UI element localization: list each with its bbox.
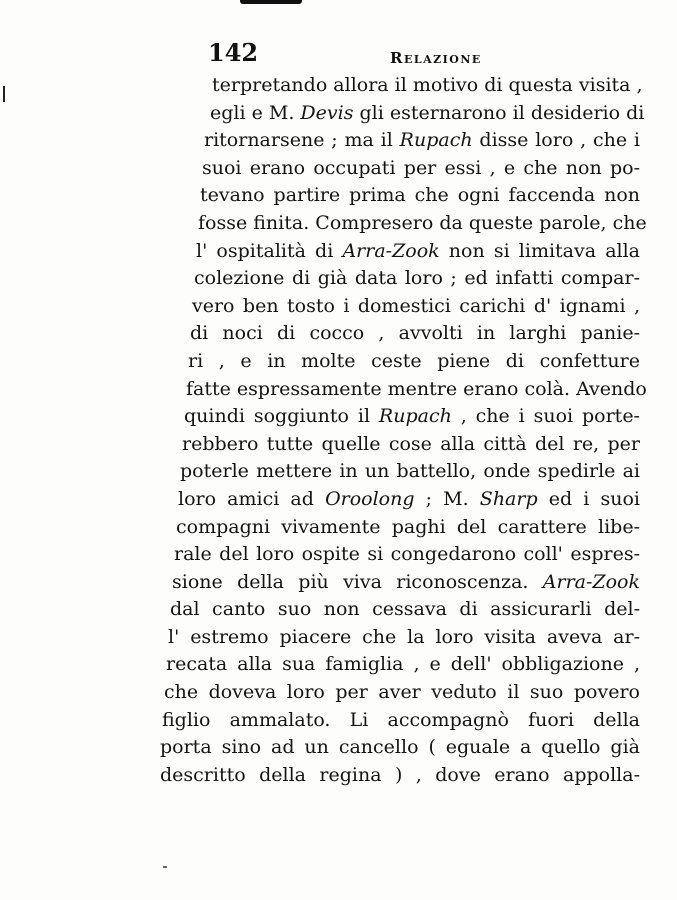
text-line — [160, 127, 640, 155]
text-line — [160, 458, 640, 486]
text-line — [160, 348, 640, 376]
text-line — [160, 707, 640, 735]
text-line — [160, 182, 640, 210]
text-line — [160, 72, 643, 100]
text-line-content: recata alla sua famiglia , e dell' obbligazione , — [166, 653, 640, 676]
text-line — [160, 238, 640, 266]
text-line-content: tevano partire prima che ogni faccenda non — [200, 184, 640, 207]
text-line — [160, 210, 647, 238]
body-text — [160, 72, 647, 789]
page-number: 142 — [208, 38, 259, 67]
scan-artifact-edge — [3, 86, 5, 102]
text-line — [160, 376, 647, 404]
text-line-content: dal canto suo non cessava di assicurarli del- — [170, 598, 640, 621]
text-line — [160, 541, 640, 569]
text-line-content: quindi soggiunto il Rupach , che i suoi porte- — [184, 405, 640, 428]
text-line — [160, 569, 640, 597]
text-line-content: descritto della regina ) , dove erano appolla- — [160, 763, 640, 786]
text-line-content: ri , e in molte ceste piene di confetture — [188, 349, 640, 372]
text-line — [160, 100, 645, 128]
text-line — [160, 651, 640, 679]
text-line-content: compagni vivamente paghi del carattere libe- — [176, 515, 640, 538]
text-line-content: fatte espressamente mentre erano colà. Avendo — [186, 377, 647, 400]
text-line-content: ritornarsene ; ma il Rupach disse loro , che i — [204, 129, 640, 152]
text-line-content: sione della più viva riconoscenza. Arra-Zook — [172, 570, 640, 593]
text-line-content: poterle mettere in un battello, onde spedirle ai — [180, 460, 640, 483]
text-line-content: fosse finita. Compresero da queste parole, che — [198, 211, 647, 234]
text-line-content: rale del loro ospite si congedarono coll' espres- — [174, 543, 640, 566]
text-line — [160, 762, 640, 790]
text-line — [160, 679, 640, 707]
text-line — [160, 624, 640, 652]
text-line-content: terpretando allora il motivo di questa visita , — [212, 74, 643, 96]
scan-artifact-dot — [163, 866, 167, 868]
text-line — [160, 403, 640, 431]
text-line-content: loro amici ad Oroolong ; M. Sharp ed i suoi — [178, 487, 640, 510]
text-line — [160, 514, 640, 542]
text-line — [160, 320, 640, 348]
text-line-content: di noci di cocco , avvolti in larghi panie- — [190, 322, 640, 345]
text-line-content: che doveva loro per aver veduto il suo povero — [164, 681, 640, 704]
running-head: Relazione — [390, 49, 482, 67]
text-line-content: l' ospitalità di Arra-Zook non si limitava alla — [196, 239, 640, 262]
scan-artifact-top — [240, 0, 302, 4]
text-line-content: colezione di già data loro ; ed infatti compar- — [194, 267, 640, 290]
text-line-content: rebbero tutte quelle cose alla città del re, per — [182, 432, 640, 455]
text-line-content: suoi erano occupati per essi , e che non po- — [202, 156, 640, 179]
text-line — [160, 431, 640, 459]
text-line — [160, 734, 640, 762]
text-line — [160, 596, 640, 624]
text-line — [160, 265, 640, 293]
text-line — [160, 155, 640, 183]
text-line-content: figlio ammalato. Li accompagnò fuori della — [162, 708, 640, 731]
text-line-content: egli e M. Devis gli esternarono il desiderio di — [210, 101, 645, 124]
text-line — [160, 486, 640, 514]
text-line-content: l' estremo piacere che la loro visita aveva ar- — [168, 625, 640, 648]
text-line-content: porta sino ad un cancello ( eguale a quello già — [160, 736, 640, 759]
text-line — [160, 293, 640, 321]
page-header — [208, 38, 488, 74]
text-line-content: vero ben tosto i domestici carichi d' ignami , — [192, 294, 640, 317]
